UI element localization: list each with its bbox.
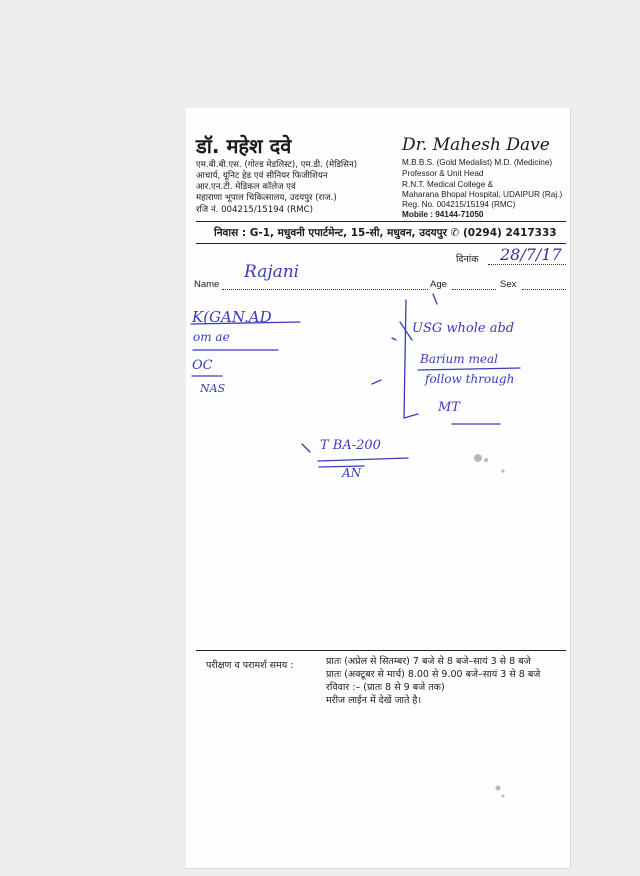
patient-name-handwritten: Rajani [244,262,300,282]
underline-stroke [319,466,364,467]
handwritten-investigation: Barium meal [420,352,498,366]
date-handwritten: 28/7/17 [500,245,562,264]
underline-stroke [191,322,300,324]
age-mark-stroke [433,294,437,304]
tick-stroke [392,338,396,340]
tick-stroke [372,380,381,384]
sunday-time-line: रविवार :– (प्रातः 8 से 9 बजे तक) [326,682,445,693]
handwritten-note: OC [192,358,213,373]
scan-smudge [474,454,482,462]
hindi-registration-line: रजि नं. 004215/15194 (RMC) [196,205,313,215]
mobile-number: Mobile : 94144-71050 [402,210,484,219]
english-registration-line: Reg. No. 004215/15194 (RMC) [402,200,516,209]
handwritten-note: AN [342,466,362,480]
bracket-stroke [404,414,418,418]
hindi-college-line: आर.एन.टी. मेडिकल कॉलेज एवं [196,182,296,192]
underline-stroke [418,368,520,370]
underline-stroke [318,458,408,461]
queue-note-line: मरीज लाईन में देखें जाते है। [326,695,422,706]
consultation-time-line: प्रातः (अक्टूबर से मार्च) 8.00 से 9.00 बजे–सायं 3 से 8 बजे [326,669,541,680]
scan-smudge [496,786,501,791]
residence-address: निवास : G-1, मधुवनी एपार्टमेन्ट, 15-सी, मधुवन, उदयपुर ✆ (0294) 2417333 [214,227,557,239]
english-qualification-line: M.B.B.S. (Gold Medalist) M.D. (Medicine) [402,158,553,167]
doctor-name-hindi: डॉ. महेश दवे [196,134,292,158]
sex-label: Sex [500,279,517,290]
scan-smudge [501,469,504,472]
age-label: Age [430,279,447,290]
hindi-designation-line: आचार्य, यूनिट हेड एवं सीनियर फिजीशियन [196,171,328,181]
hindi-hospital-line: महाराणा भूपाल चिकित्सालय, उदयपुर (राज.) [196,193,337,203]
english-designation-line: Professor & Unit Head [402,169,484,178]
handwritten-investigation: MT [438,400,460,415]
bracket-stroke [302,444,310,452]
footer-rule [196,650,566,651]
handwritten-note: K(GAN.AD [192,308,272,326]
consultation-time-label: परीक्षण व परामर्श समय : [206,660,294,671]
name-label: Name [194,279,220,290]
handwritten-note: NAS [200,382,226,395]
doctor-name-english: Dr. Mahesh Dave [402,135,550,155]
english-hospital-line: Maharana Bhopal Hospital, UDAIPUR (Raj.) [402,190,563,199]
bracket-stroke [404,300,406,418]
scan-smudge [484,458,488,462]
handwritten-investigation: follow through [425,372,515,386]
english-college-line: R.N.T. Medical College & [402,180,494,189]
scan-smudge [502,795,505,798]
date-label: दिनांक [456,254,479,265]
hindi-qualification-line: एम.बी.बी.एस. (गोल्ड मेडलिस्ट), एम.डी. (मेडिसिन) [196,160,358,170]
handwritten-note: om ae [193,330,230,344]
consultation-time-line: प्रातः (अप्रेल से सितम्बर) 7 बजे से 8 बजे–सायं 3 से 8 बजे [326,656,531,667]
handwritten-note: T BA-200 [320,438,381,453]
handwritten-investigation: USG whole abd [412,321,515,336]
